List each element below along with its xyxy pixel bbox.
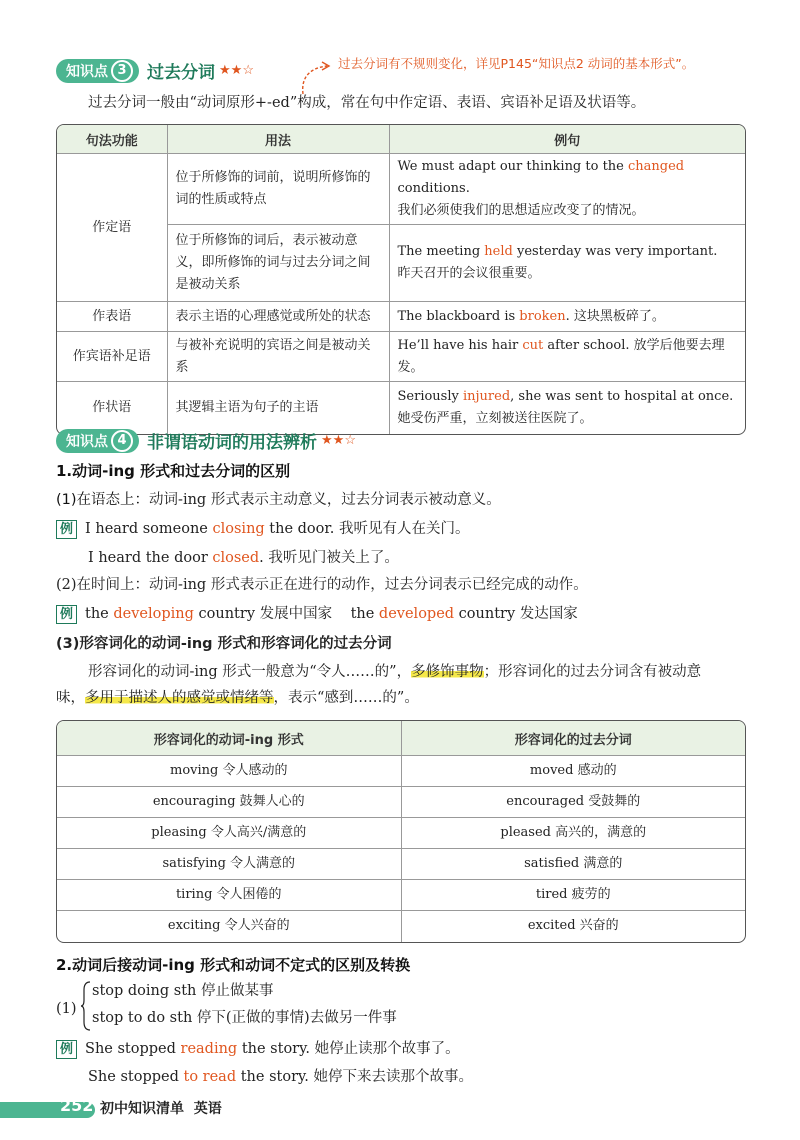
section-title: 过去分词	[147, 63, 215, 83]
section-3-header	[56, 58, 254, 83]
section-4-header	[56, 428, 356, 453]
example-translation: 我们必须使我们的思想适应改变了的情况。	[397, 203, 645, 218]
cell-function: 作表语	[57, 302, 167, 332]
cell-example	[389, 225, 745, 302]
example-text: country 发展中国家	[193, 606, 333, 622]
brace-label: (1)	[56, 1001, 77, 1017]
example-text: He’ll have his hair	[397, 337, 523, 353]
point-label: (2)在时间上：	[56, 577, 150, 593]
stars-filled: ★★	[321, 433, 345, 448]
book-title	[100, 1098, 222, 1118]
side-note: 过去分词有不规则变化，详见P145“知识点2 动词的基本形式”。	[338, 56, 695, 71]
example-text: country 发达国家	[454, 606, 578, 622]
knowledge-point-badge	[56, 59, 139, 83]
example-text: the story. 她停下来去读那个故事。	[236, 1069, 473, 1085]
heading-2: 2.动词后接动词-ing 形式和动词不定式的区别及转换	[56, 956, 411, 974]
header-ing-form: 形容词化的动词-ing 形式	[57, 721, 401, 756]
table-cell: exciting 令人兴奋的	[57, 911, 401, 942]
example-text: The blackboard is	[397, 308, 520, 324]
example-marker: 例	[56, 1040, 77, 1059]
example-text: . 这块黑板碎了。	[565, 308, 665, 324]
example-translation: 昨天召开的会议很重要。	[397, 266, 541, 281]
paragraph-text: 形容词化的动词-ing 形式一般意为“令人……的”，	[88, 664, 412, 680]
table-cell: excited 兴奋的	[401, 911, 745, 942]
example-text: the story. 她停止读那个故事了。	[237, 1041, 460, 1057]
point-adjective: (3)形容词化的动词-ing 形式和形容词化的过去分词	[56, 636, 392, 652]
example-1	[56, 516, 469, 542]
example-translation: 她受伤严重，立刻被送往医院了。	[397, 410, 593, 426]
brace-icon	[80, 980, 92, 1032]
highlight-word: held	[484, 244, 513, 259]
table-cell: satisfying 令人满意的	[57, 849, 401, 880]
section-title: 非谓语动词的用法辨析	[147, 433, 317, 453]
paragraph-text: ，表示“感到……的”。	[273, 690, 419, 706]
table-cell: moved 感动的	[401, 756, 745, 787]
badge-label: 知识点	[66, 433, 108, 450]
example-text: Seriously	[397, 388, 463, 404]
highlight-word: developed	[378, 606, 455, 622]
stars-empty: ☆	[344, 433, 356, 448]
highlight-word: to read	[183, 1069, 237, 1085]
example-text: The meeting	[397, 244, 485, 259]
book-name: 初中知识清单	[100, 1101, 184, 1117]
heading-1: 1.动词-ing 形式和过去分词的区别	[56, 462, 291, 480]
highlight-word: developing	[113, 606, 194, 622]
adjective-table	[56, 720, 746, 943]
cell-function: 作宾语补足语	[57, 332, 167, 382]
example-text: the door. 我听见有人在关门。	[264, 521, 470, 537]
table-cell: pleased 高兴的，满意的	[401, 818, 745, 849]
table-cell: tired 疲劳的	[401, 880, 745, 911]
stop-doing-line: stop doing sth 停止做某事	[92, 983, 274, 999]
example-text: yesterday was very important.	[512, 244, 718, 259]
example-text: We must adapt our thinking to the	[397, 159, 628, 174]
subject-name: 英语	[193, 1101, 222, 1117]
cell-usage: 位于所修饰的词后，表示被动意义，即所修饰的词与过去分词之间是被动关系	[167, 225, 389, 302]
example-2	[88, 545, 399, 571]
cell-usage: 其逻辑主语为句子的主语	[167, 382, 389, 434]
table-cell: pleasing 令人高兴/满意的	[57, 818, 401, 849]
example-text: conditions.	[397, 181, 470, 196]
cell-usage: 表示主语的心理感觉或所处的状态	[167, 302, 389, 332]
header-usage: 用法	[167, 125, 389, 154]
table-cell: encouraging 鼓舞人心的	[57, 787, 401, 818]
cell-example	[389, 154, 745, 225]
point-text: 动词-ing 形式表示正在进行的动作，过去分词表示已经完成的动作。	[149, 577, 588, 593]
point-time	[56, 572, 588, 598]
paragraph-text: 味，	[56, 690, 85, 706]
example-text: the	[350, 606, 379, 622]
point-text: 动词-ing 形式表示主动意义，过去分词表示被动意义。	[149, 492, 501, 508]
adjective-paragraph	[56, 659, 746, 711]
cell-function: 作状语	[57, 382, 167, 434]
difficulty-stars	[321, 433, 356, 448]
example-text: She stopped	[85, 1041, 181, 1057]
highlight-word: broken	[519, 308, 566, 324]
past-participle-table	[56, 124, 746, 435]
cell-example	[389, 302, 745, 332]
difficulty-stars	[219, 63, 254, 78]
example-text: , she was sent to hospital at once.	[510, 388, 734, 404]
example-text: I heard the door	[88, 550, 213, 566]
point-label: (1)在语态上：	[56, 492, 150, 508]
highlight-word: closing	[212, 521, 265, 537]
example-text: . 我听见门被关上了。	[259, 550, 399, 566]
header-example: 例句	[389, 125, 745, 154]
stars-empty: ☆	[242, 63, 254, 78]
table-cell: tiring 令人困倦的	[57, 880, 401, 911]
table-cell: satisfied 满意的	[401, 849, 745, 880]
table-cell: moving 令人感动的	[57, 756, 401, 787]
highlight-word: injured	[462, 388, 511, 404]
header-function: 句法功能	[57, 125, 167, 154]
example-marker: 例	[56, 520, 77, 539]
highlighted-phrase: 多修饰事物	[411, 664, 484, 680]
cell-example	[389, 382, 745, 434]
example-3	[56, 601, 578, 627]
example-marker: 例	[56, 605, 77, 624]
example-text: She stopped	[88, 1069, 184, 1085]
knowledge-point-badge	[56, 429, 139, 453]
cell-function: 作定语	[57, 154, 167, 302]
example-text: I heard someone	[85, 521, 213, 537]
cell-usage: 位于所修饰的词前，说明所修饰的词的性质或特点	[167, 154, 389, 225]
badge-number: 3	[111, 60, 133, 82]
example-text: after school. 放学后他要去理发。	[397, 337, 725, 375]
badge-label: 知识点	[66, 63, 108, 80]
cell-example	[389, 332, 745, 382]
intro-paragraph: 过去分词一般由“动词原形+-ed”构成，常在句中作定语、表语、宾语补足语及状语等。	[88, 95, 646, 111]
stop-to-do-line: stop to do sth 停下(正做的事情)去做另一件事	[92, 1010, 397, 1026]
table-cell: encouraged 受鼓舞的	[401, 787, 745, 818]
header-past-participle: 形容词化的过去分词	[401, 721, 745, 756]
page-footer	[0, 1094, 800, 1124]
example-4	[56, 1036, 460, 1062]
example-5	[88, 1064, 473, 1090]
paragraph-text: ；形容词化的过去分词含有被动意	[483, 664, 702, 680]
page-number: 252	[60, 1096, 94, 1115]
highlight-word: reading	[180, 1041, 238, 1057]
highlight-word: closed	[212, 550, 260, 566]
highlighted-phrase: 多用于描述人的感觉或情绪等	[85, 690, 274, 706]
highlight-word: changed	[628, 159, 685, 174]
highlight-word: cut	[522, 337, 544, 353]
badge-number: 4	[111, 430, 133, 452]
cell-usage: 与被补充说明的宾语之间是被动关系	[167, 332, 389, 382]
stars-filled: ★★	[219, 63, 243, 78]
example-text: the	[85, 606, 114, 622]
point-voice	[56, 487, 501, 513]
